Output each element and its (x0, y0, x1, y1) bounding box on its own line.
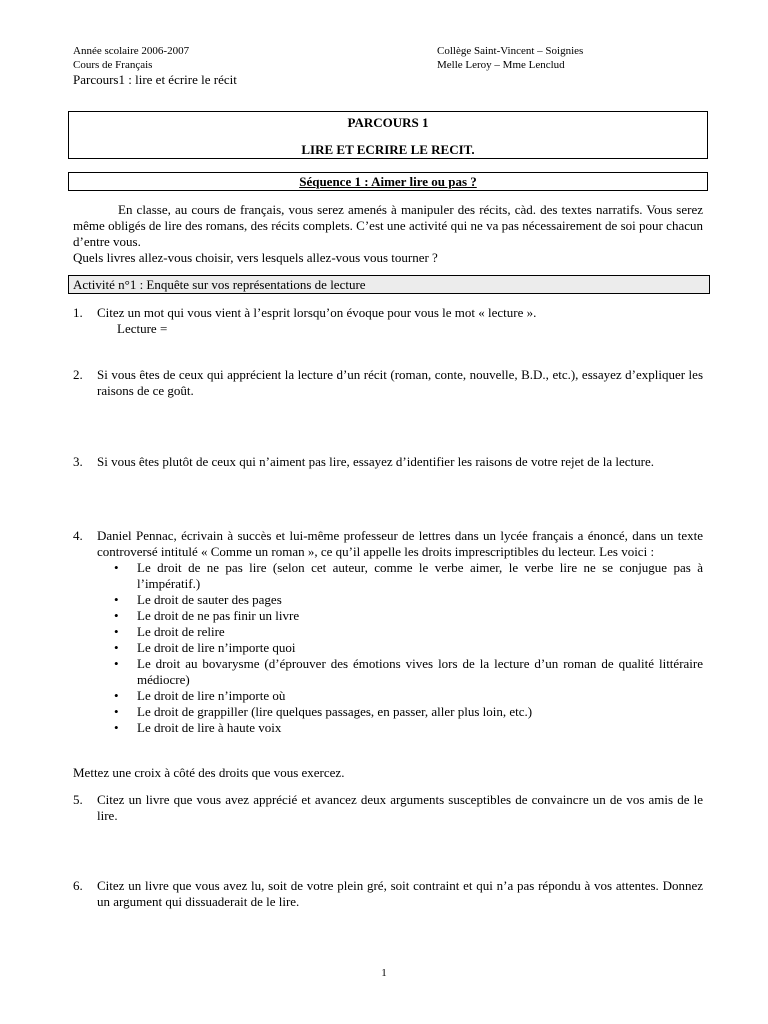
list-item: • Le droit de sauter des pages (112, 592, 703, 608)
list-item: • Le droit de lire n’importe où (112, 688, 703, 704)
question-number: 1. (73, 305, 83, 320)
title-line-2: LIRE ET ECRIRE LE RECIT. (301, 142, 475, 157)
question-5 (73, 792, 703, 824)
activity-heading: Activité n°1 : Enquête sur vos représentations de lecture (68, 275, 710, 294)
school-year: Année scolaire 2006-2007 (73, 45, 190, 57)
question-text: Daniel Pennac, écrivain à succès et lui-même professeur de lettres dans un lycée français a énoncé, dans un texte controversé intitulé « Comme un roman », ce qu’il appelle les droits imprescriptibles du lecteur. Les voici : (97, 528, 703, 559)
intro-question: Quels livres allez-vous choisir, vers lesquels allez-vous vous tourner ? (73, 250, 438, 265)
question-3 (73, 454, 703, 470)
question-2 (73, 367, 703, 399)
title-box (68, 111, 708, 159)
list-item: • Le droit de relire (112, 624, 703, 640)
question-number: 4. (73, 528, 83, 543)
list-item: • Le droit de ne pas lire (selon cet auteur, comme le verbe aimer, le verbe lire ne se conjugue pas à l’impératif.) (112, 560, 703, 592)
question-number: 5. (73, 792, 83, 807)
question-number: 2. (73, 367, 83, 382)
intro-paragraph: En classe, au cours de français, vous serez amenés à manipuler des récits, càd. des textes narratifs. Vous serez même obligés de lire des romans, des récits complets. C’est une activité qui ne va pas nécessairement de soi pour chacun d’entre vous. (73, 202, 703, 249)
question-1 (73, 305, 703, 337)
title-line-1: PARCOURS 1 (347, 115, 429, 130)
list-item: • Le droit de lire à haute voix (112, 720, 703, 736)
sequence-box (68, 172, 708, 191)
question-text: Citez un livre que vous avez lu, soit de votre plein gré, soit contraint et qui n’a pas répondu à vos attentes. Donnez un argument qui dissuaderait de le lire. (97, 878, 703, 909)
question-text: Citez un livre que vous avez apprécié et avancez deux arguments susceptibles de convaincre un de vos amis de le lire. (97, 792, 703, 823)
header-right (437, 44, 583, 72)
course-track: Parcours1 : lire et écrire le récit (73, 72, 237, 87)
question-text: Si vous êtes de ceux qui apprécient la lecture d’un récit (roman, conte, nouvelle, B.D., etc.), essayez d’expliquer les raisons de ce goût. (97, 367, 703, 398)
list-item: • Le droit au bovarysme (d’éprouver des émotions vives lors de la lecture d’un roman de qualité littéraire médiocre) (112, 656, 703, 688)
header-left (73, 44, 237, 88)
question-6 (73, 878, 703, 910)
question-number: 3. (73, 454, 83, 469)
question-4 (73, 528, 703, 736)
answer-prompt: Lecture = (117, 321, 168, 336)
question-text: Si vous êtes plutôt de ceux qui n’aiment pas lire, essayez d’identifier les raisons de votre rejet de la lecture. (97, 454, 655, 469)
question-number: 6. (73, 878, 83, 893)
page-number: 1 (381, 967, 387, 979)
question-text: Citez un mot qui vous vient à l’esprit lorsqu’on évoque pour vous le mot « lecture ». (97, 305, 537, 320)
sequence-title: Séquence 1 : Aimer lire ou pas ? (299, 174, 477, 189)
list-item: • Le droit de ne pas finir un livre (112, 608, 703, 624)
rights-list (112, 560, 703, 736)
instruction-note: Mettez une croix à côté des droits que vous exercez. (73, 765, 345, 780)
course-name: Cours de Français (73, 59, 153, 71)
list-item: • Le droit de lire n’importe quoi (112, 640, 703, 656)
list-item: • Le droit de grappiller (lire quelques passages, en passer, aller plus loin, etc.) (112, 704, 703, 720)
teachers: Melle Leroy – Mme Lenclud (437, 59, 565, 71)
intro-text (73, 202, 703, 266)
school-name: Collège Saint-Vincent – Soignies (437, 45, 584, 57)
